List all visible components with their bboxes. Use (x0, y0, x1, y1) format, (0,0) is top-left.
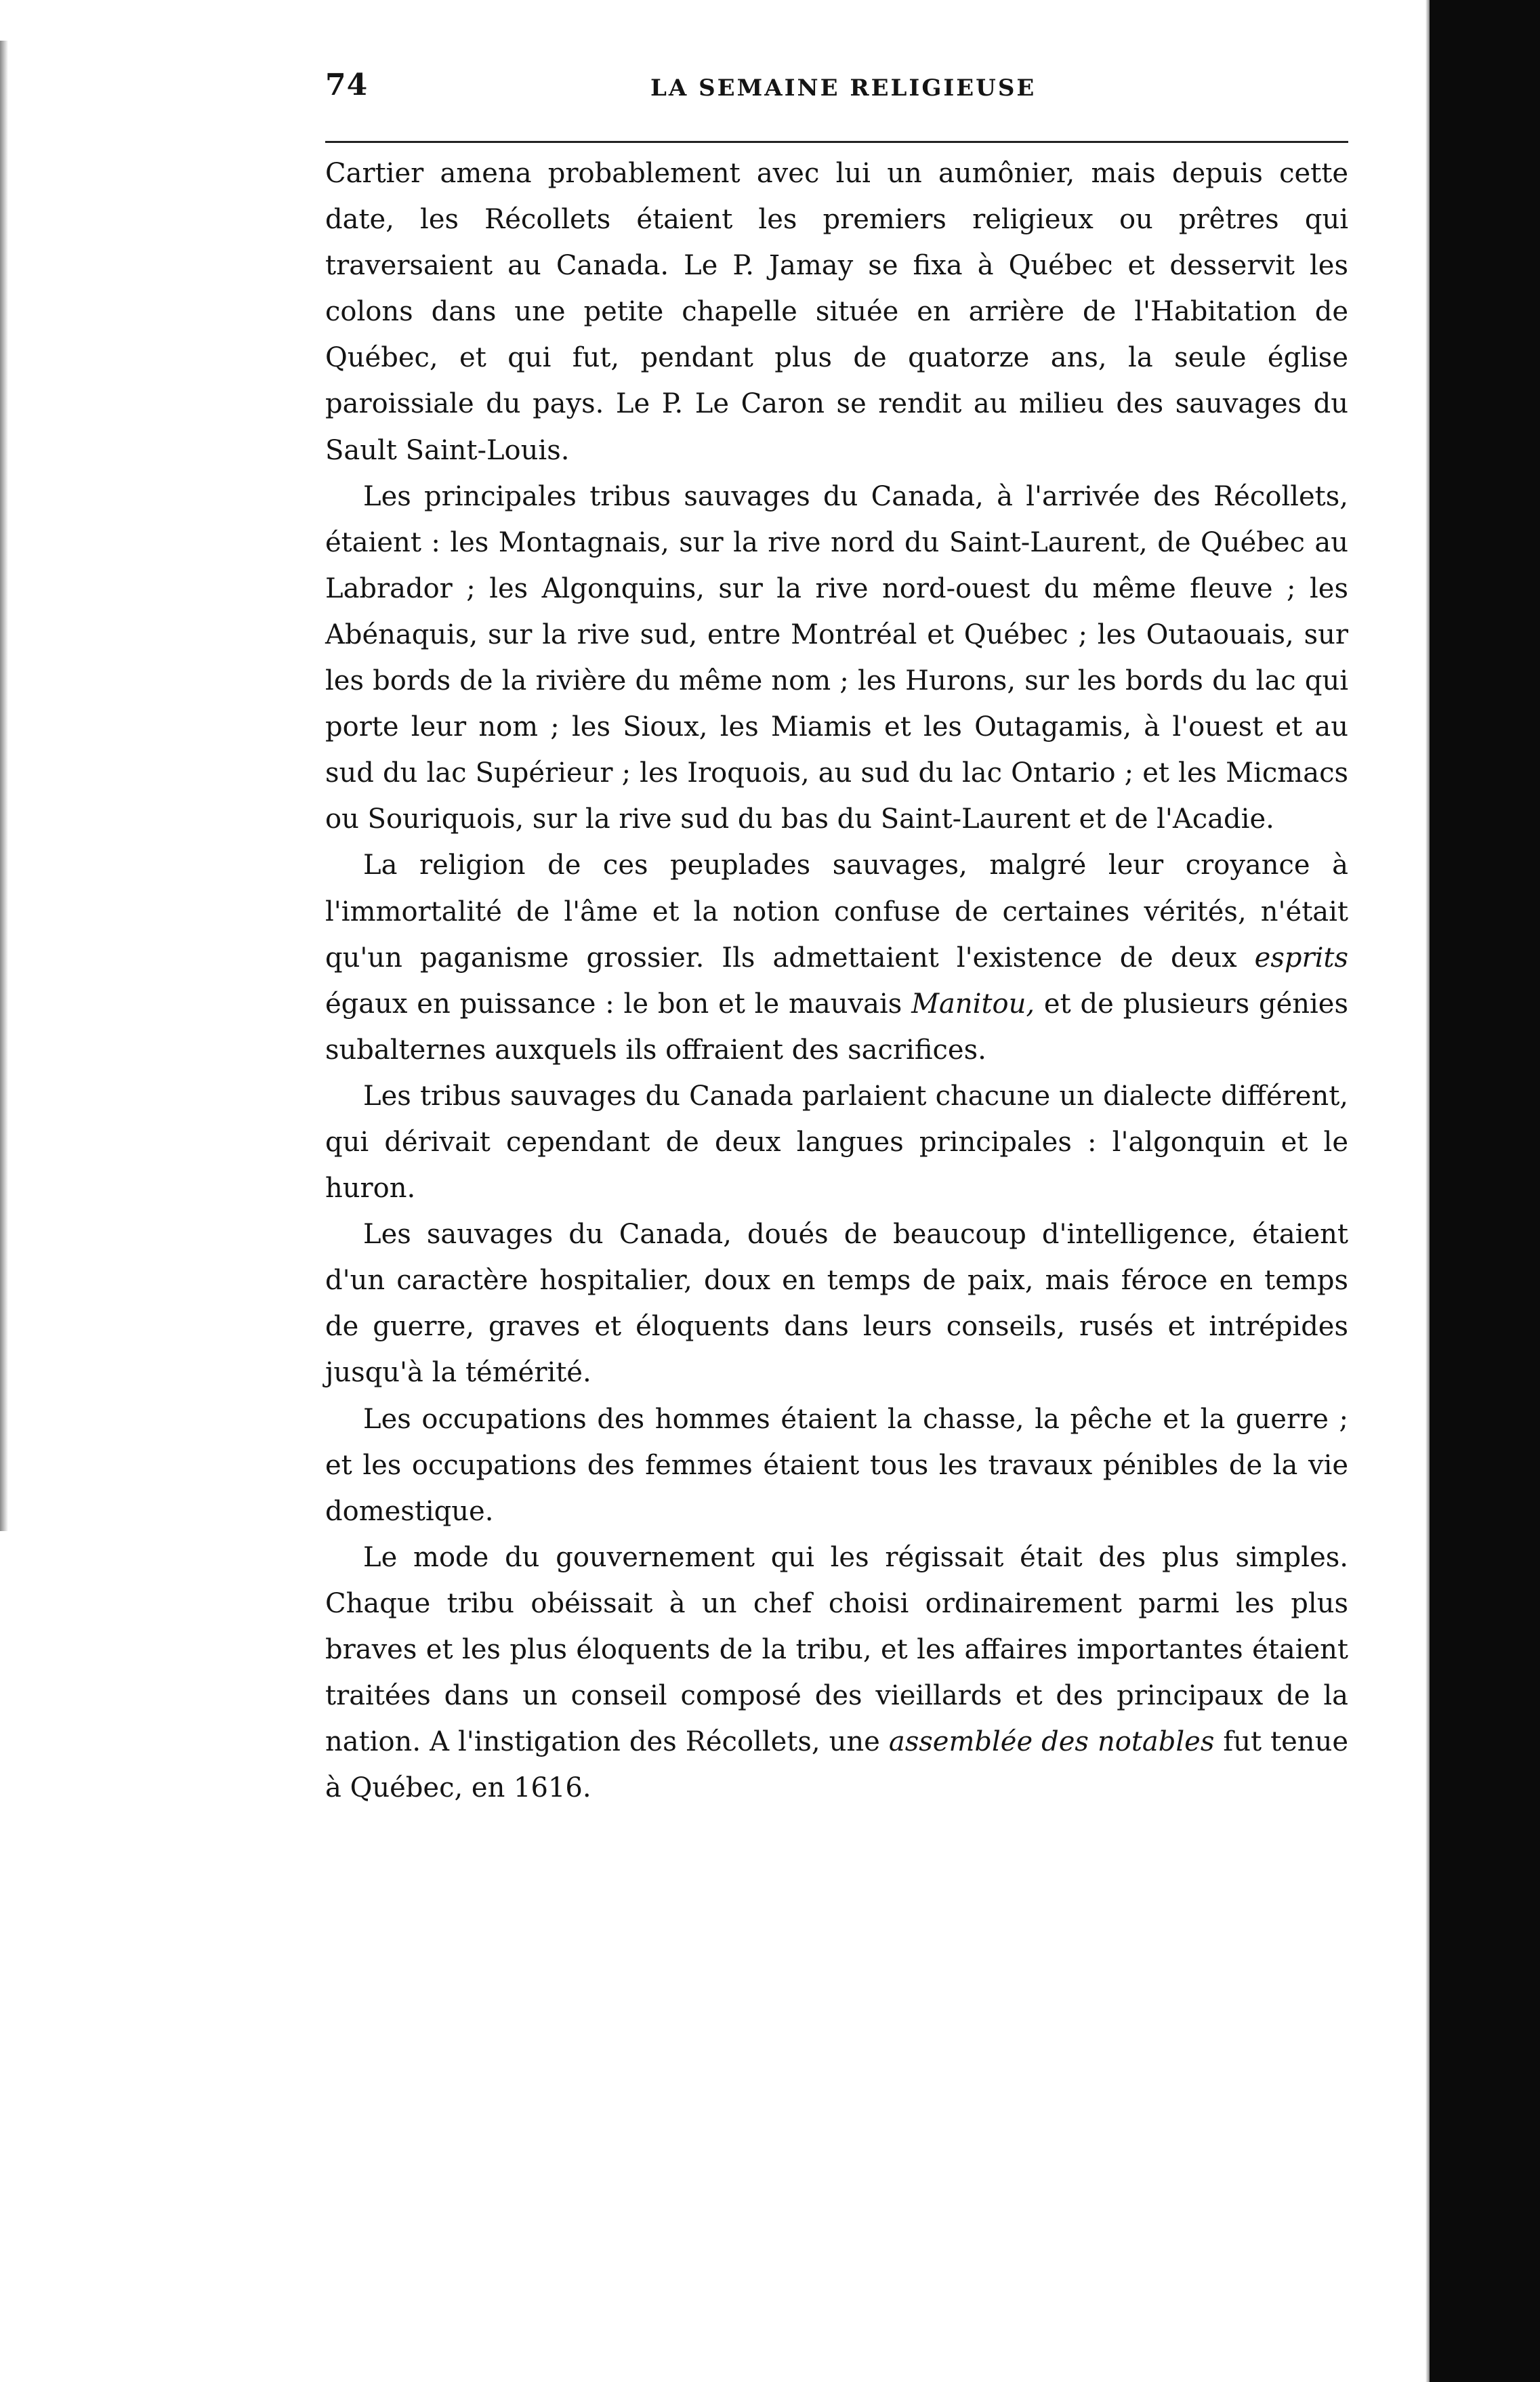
scan-edge-right (1430, 0, 1540, 2382)
text-run: La religion de ces peuplades sauvages, malgré leur croyance à l'immortalité de l'âme et la notion confuse de certaines vérités, n'était qu'un paganisme grossier. Ils admettaient l'existence de deux (325, 850, 1348, 974)
running-title: LA SEMAINE RELIGIEUSE (650, 75, 1037, 102)
paragraph (325, 150, 1348, 474)
paragraph (325, 1211, 1348, 1396)
text-run: égaux en puissance : le bon et le mauvais (325, 988, 912, 1020)
scan-edge-left (0, 41, 8, 1531)
italic-text-run: Manitou, (911, 988, 1035, 1020)
paragraph (325, 1396, 1348, 1534)
text-run: Les principales tribus sauvages du Canada, à l'arrivée des Récollets, étaient : les Montagnais, sur la rive nord du Saint-Laurent, de Québec au Labrador ; les Algonquins, sur la rive nord-ouest du même fleuve ; les Abénaquis, sur la rive sud, entre Montréal et Québec ; les Outaouais, sur les bords de la rivière du même nom ; les Hurons, sur les bords du lac qui porte leur nom ; les Sioux, les Miamis et les Outagamis, à l'ouest et au sud du lac Supérieur ; les Iroquois, au sud du lac Ontario ; et les Micmacs ou Souriquois, sur la rive sud du bas du Saint-Laurent et de l'Acadie. (325, 480, 1348, 835)
text-run: Les sauvages du Canada, doués de beaucoup d'intelligence, étaient d'un caractère hospitalier, doux en temps de paix, mais féroce en temps de guerre, graves et éloquents dans leurs conseils, rusés et intrépides jusqu'à la témérité. (325, 1219, 1348, 1389)
italic-text-run: assemblée des notables (888, 1726, 1215, 1758)
body-text (325, 150, 1348, 1811)
text-run: Les occupations des hommes étaient la chasse, la pêche et la guerre ; et les occupations des femmes étaient tous les travaux pénibles de la vie domestique. (325, 1403, 1348, 1527)
text-run: Les tribus sauvages du Canada parlaient chacune un dialecte différent, qui dérivait cependant de deux langues principales : l'algonquin et le huron. (325, 1080, 1348, 1205)
text-run: et de plusieurs génies subalternes auxquels ils offraient des sacrifices. (325, 988, 1348, 1066)
page-header (325, 68, 1348, 122)
paragraph (325, 474, 1348, 843)
text-run: fut tenue à Québec, en 1616. (325, 1726, 1349, 1804)
paragraph (325, 1534, 1348, 1812)
header-rule (325, 141, 1348, 143)
text-run: Le mode du gouvernement qui les régissait était des plus simples. Chaque tribu obéissait à un chef choisi ordinairement parmi les plus braves et les plus éloquents de la tribu, et les affaires importantes étaient traitées dans un conseil composé des vieillards et des principaux de la nation. A l'instigation des Récollets, une (325, 1541, 1348, 1758)
paragraph (325, 842, 1348, 1072)
text-run: Cartier amena probablement avec lui un aumônier, mais depuis cette date, les Récollets étaient les premiers religieux ou prêtres qui traversaient au Canada. Le P. Jamay se fixa à Québec et desservit les colons dans une petite chapelle située en arrière de l'Habitation de Québec, et qui fut, pendant plus de quatorze ans, la seule église paroissiale du pays. Le P. Le Caron se rendit au milieu des sauvages du Sault Saint-Louis. (325, 158, 1348, 466)
italic-text-run: esprits (1254, 942, 1348, 974)
paragraph (325, 1073, 1348, 1211)
page-number: 74 (325, 68, 369, 102)
